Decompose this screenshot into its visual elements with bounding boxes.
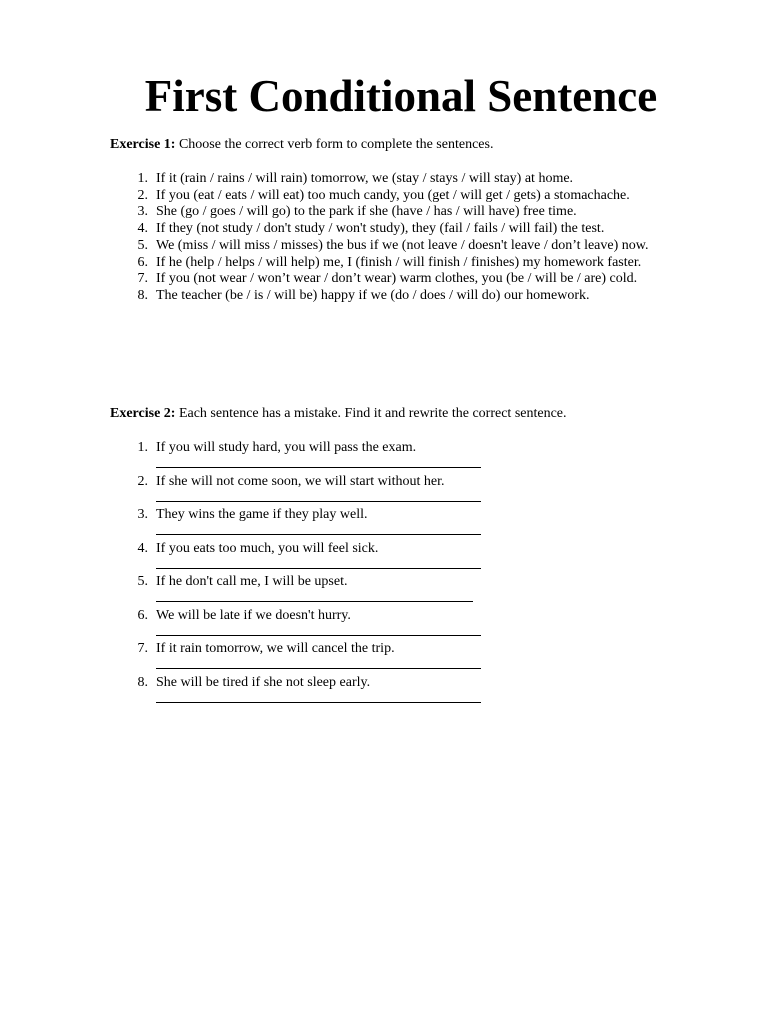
page-title: First Conditional Sentence [144, 71, 658, 121]
item-text: If you (eat / eats / will eat) too much candy, you (get / will get / gets) a stomachache. [156, 187, 630, 203]
item-number: 2. [137, 473, 148, 489]
item-number: 6. [137, 254, 148, 270]
answer-line[interactable] [156, 568, 481, 569]
exercise-2-item [0, 641, 716, 675]
exercise-1-item [0, 238, 672, 255]
answer-line[interactable] [156, 467, 481, 468]
item-text: If he (help / helps / will help) me, I (finish / will finish / finishes) my homework faster. [156, 254, 642, 270]
exercise-2-item [0, 574, 716, 608]
item-number: 1. [137, 171, 148, 186]
item-number: 3. [137, 204, 148, 220]
item-text: If they (not study / don't study / won't study), they (fail / fails / will fail) the test. [156, 221, 605, 237]
answer-line[interactable] [156, 534, 481, 535]
exercise-1-item [0, 288, 701, 305]
exercise-2-heading [110, 406, 567, 422]
exercise-1-item [0, 255, 701, 272]
exercise-2-item [0, 507, 716, 541]
exercise-1-item [0, 204, 701, 221]
exercise-1-item [0, 171, 701, 188]
item-text: If it rain tomorrow, we will cancel the trip. [156, 641, 395, 656]
exercise-1-item [0, 188, 701, 205]
item-number: 7. [137, 271, 148, 287]
answer-line[interactable] [156, 501, 481, 502]
item-text: We will be late if we doesn't hurry. [156, 607, 351, 623]
exercise-2-instruction: Each sentence has a mistake. Find it and rewrite the correct sentence. [178, 406, 567, 421]
exercise-2-item [0, 440, 716, 474]
item-text: The teacher (be / is / will be) happy if we (do / does / will do) our homework. [156, 287, 590, 303]
item-text: If it (rain / rains / will rain) tomorrow, we (stay / stays / will stay) at home. [156, 171, 574, 186]
item-number: 1. [137, 440, 148, 455]
item-text: If you eats too much, you will feel sick. [156, 540, 379, 556]
item-text: If you will study hard, you will pass the exam. [156, 440, 417, 455]
exercise-2-item [0, 675, 716, 709]
exercise-2-item [0, 474, 716, 508]
exercise-1-item [0, 221, 701, 238]
item-number: 7. [137, 641, 148, 656]
answer-line[interactable] [156, 635, 481, 636]
item-text: She (go / goes / will go) to the park if she (have / has / will have) free time. [156, 204, 577, 220]
item-number: 6. [137, 607, 148, 623]
item-number: 8. [137, 287, 148, 303]
exercise-1-list [0, 171, 701, 305]
item-text: If he don't call me, I will be upset. [156, 574, 348, 589]
answer-line[interactable] [156, 668, 481, 669]
item-text: She will be tired if she not sleep early. [156, 674, 371, 690]
item-number: 5. [137, 574, 148, 589]
item-number: 5. [137, 237, 148, 253]
exercise-1-label: Exercise 1: [110, 137, 176, 152]
exercise-2-item [0, 541, 716, 575]
exercise-1-item [0, 271, 701, 288]
item-number: 3. [137, 507, 148, 522]
item-number: 2. [137, 187, 148, 203]
exercise-2-list [0, 440, 716, 708]
item-text: They wins the game if they play well. [156, 507, 368, 522]
answer-line[interactable] [156, 702, 481, 703]
item-text: If she will not come soon, we will start without her. [156, 473, 445, 489]
answer-line[interactable] [156, 601, 473, 602]
item-text: We (miss / will miss / misses) the bus if we (not leave / doesn't leave / don’t leave) now. [156, 237, 649, 253]
item-number: 8. [137, 674, 148, 690]
exercise-2-item [0, 608, 716, 642]
exercise-1-instruction: Choose the correct verb form to complete the sentences. [178, 137, 494, 152]
item-number: 4. [137, 221, 148, 237]
exercise-2-label: Exercise 2: [110, 406, 176, 421]
exercise-1-heading [110, 137, 493, 153]
item-text: If you (not wear / won’t wear / don’t wear) warm clothes, you (be / will be / are) cold. [156, 271, 638, 287]
item-number: 4. [137, 540, 148, 556]
